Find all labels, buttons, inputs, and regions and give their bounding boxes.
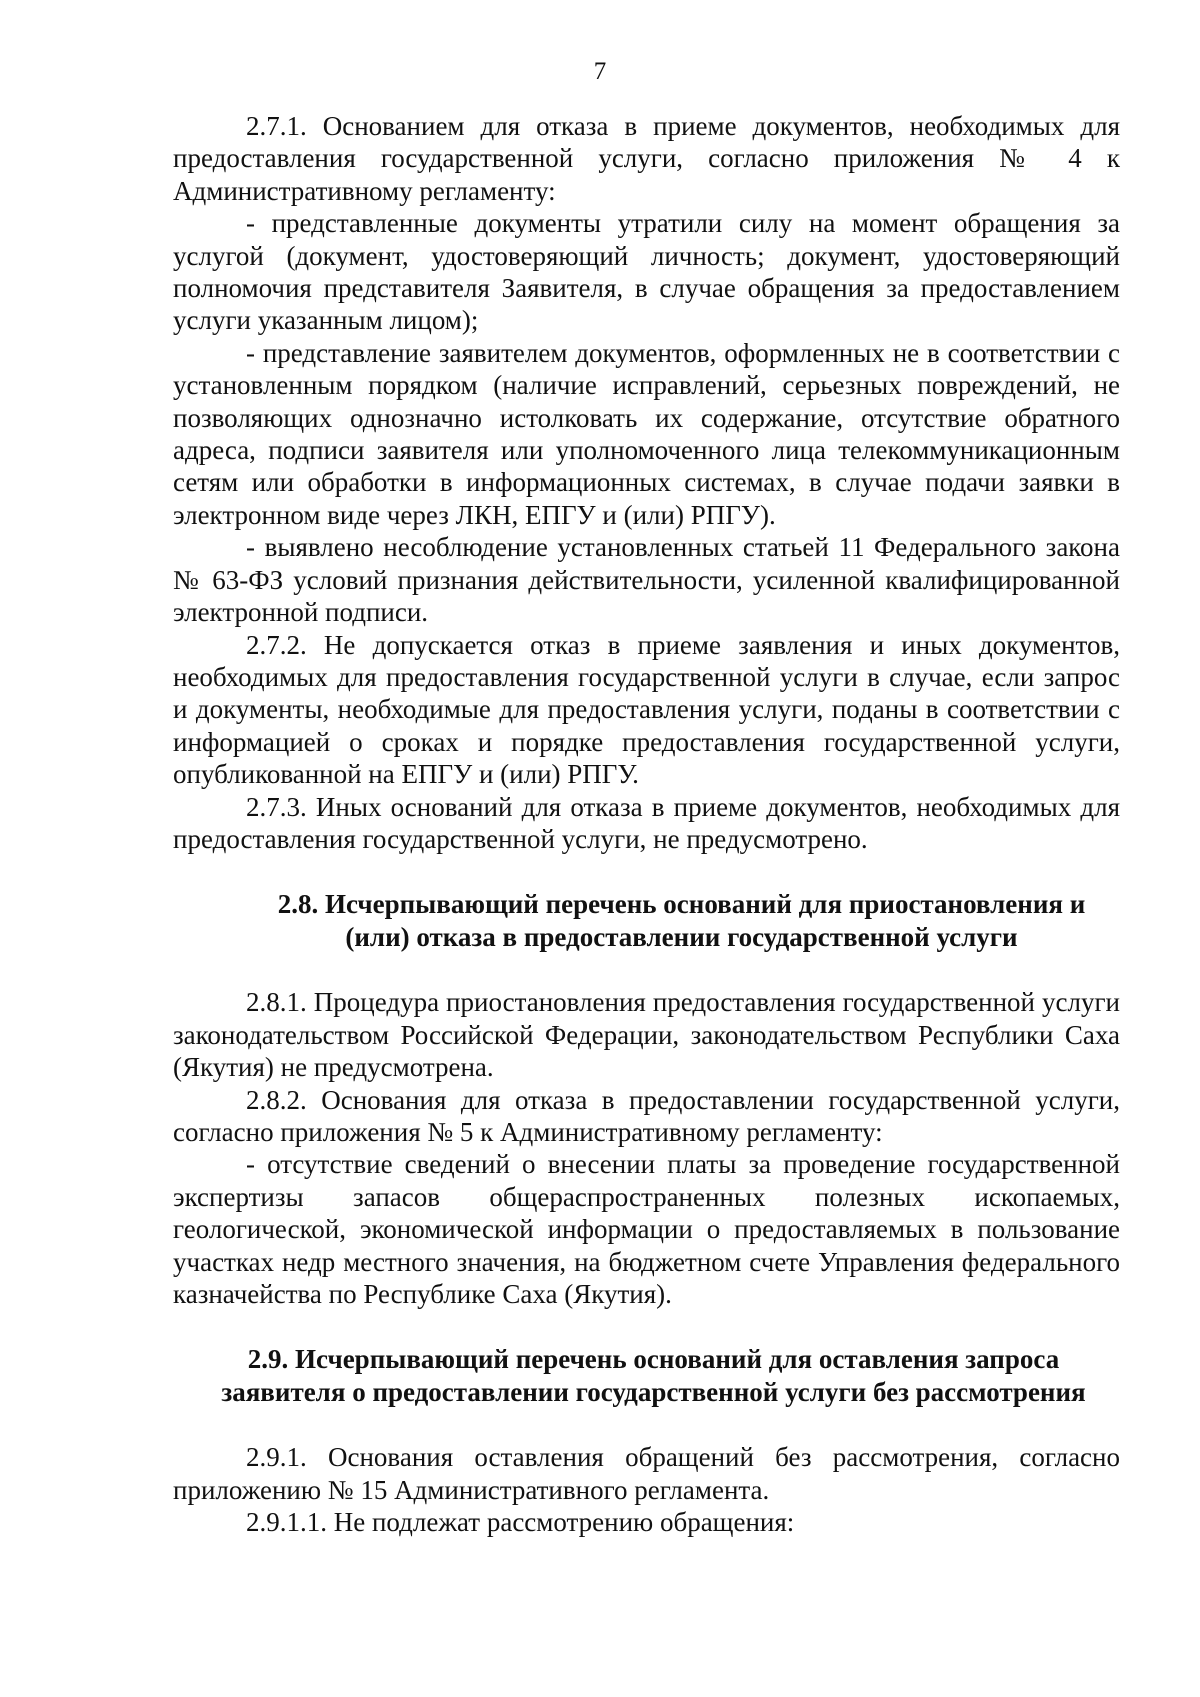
paragraph-2-9-1-1: 2.9.1.1. Не подлежат рассмотрению обращения:	[246, 1507, 795, 1538]
document-body	[173, 110, 1120, 1539]
spacer	[173, 1408, 1120, 1441]
paragraph-2-8-2: 2.8.2. Основания для отказа в предоставлении государственной услуги, согласно приложения № 5 к Административному регламенту:	[173, 1084, 1120, 1147]
page-number: 7	[593, 58, 607, 85]
spacer	[173, 953, 1120, 986]
list-item-documents-expired: - представленные документы утратили силу на момент обращения за услугой (документ, удостоверяющий личность; документ, удостоверяющий полномочия представителя Заявителя, в случае обращения за предоставлением услуги указанным лицом);	[173, 208, 1120, 336]
section-heading-2-9: 2.9. Исчерпывающий перечень оснований для оставления запроса заявителя о предоставлении государственной услуги без рассмотрения	[221, 1344, 1086, 1407]
paragraph-2-7-1: 2.7.1. Основанием для отказа в приеме документов, необходимых для предоставления государственной услуги, согласно приложения № 4 к Административному регламенту:	[173, 111, 1120, 206]
paragraph-2-9-1: 2.9.1. Основания оставления обращений без рассмотрения, согласно приложению № 15 Административного регламента.	[173, 1442, 1120, 1505]
paragraph-2-7-3: 2.7.3. Иных оснований для отказа в приеме документов, необходимых для предоставления государственной услуги, не предусмотрено.	[173, 791, 1120, 854]
list-item-payment-absent: - отсутствие сведений о внесении платы за проведение государственной экспертизы запасов общераспространенных полезных ископаемых, геологической, экономической информации о предоставляемых в пользование участках недр местного значения, на бюджетном счете Управления федерального казначейства по Республике Саха (Якутия).	[173, 1149, 1120, 1309]
spacer	[173, 1310, 1120, 1343]
section-heading-2-8: 2.8. Исчерпывающий перечень оснований для приостановления и (или) отказа в предоставлении государственной услуги	[277, 889, 1086, 952]
paragraph-2-7-2: 2.7.2. Не допускается отказ в приеме заявления и иных документов, необходимых для предоставления государственной услуги в случае, если запрос и документы, необходимые для предоставления услуги, поданы в соответствии с информацией о сроках и порядке предоставления государственной услуги, опубликованной на ЕПГУ и (или) РПГУ.	[173, 629, 1120, 790]
list-item-signature-invalid: - выявлено несоблюдение установленных статьей 11 Федерального закона № 63-ФЗ условий признания действительности, усиленной квалифицированной электронной подписи.	[173, 532, 1120, 628]
spacer	[173, 855, 1120, 888]
paragraph-2-8-1: 2.8.1. Процедура приостановления предоставления государственной услуги законодательством Российской Федерации, законодательством Республики Саха (Якутия) не предусмотрена.	[173, 987, 1120, 1083]
list-item-documents-improper: - представление заявителем документов, оформленных не в соответствии с установленным порядком (наличие исправлений, серьезных повреждений, не позволяющих однозначно истолковать их содержание, отсутствие обратного адреса, подписи заявителя или уполномоченного лица телекоммуникационным сетям или обработки в информационных системах, в случае подачи заявки в электронном виде через ЛКН, ЕПГУ и (или) РПГУ).	[173, 337, 1120, 530]
